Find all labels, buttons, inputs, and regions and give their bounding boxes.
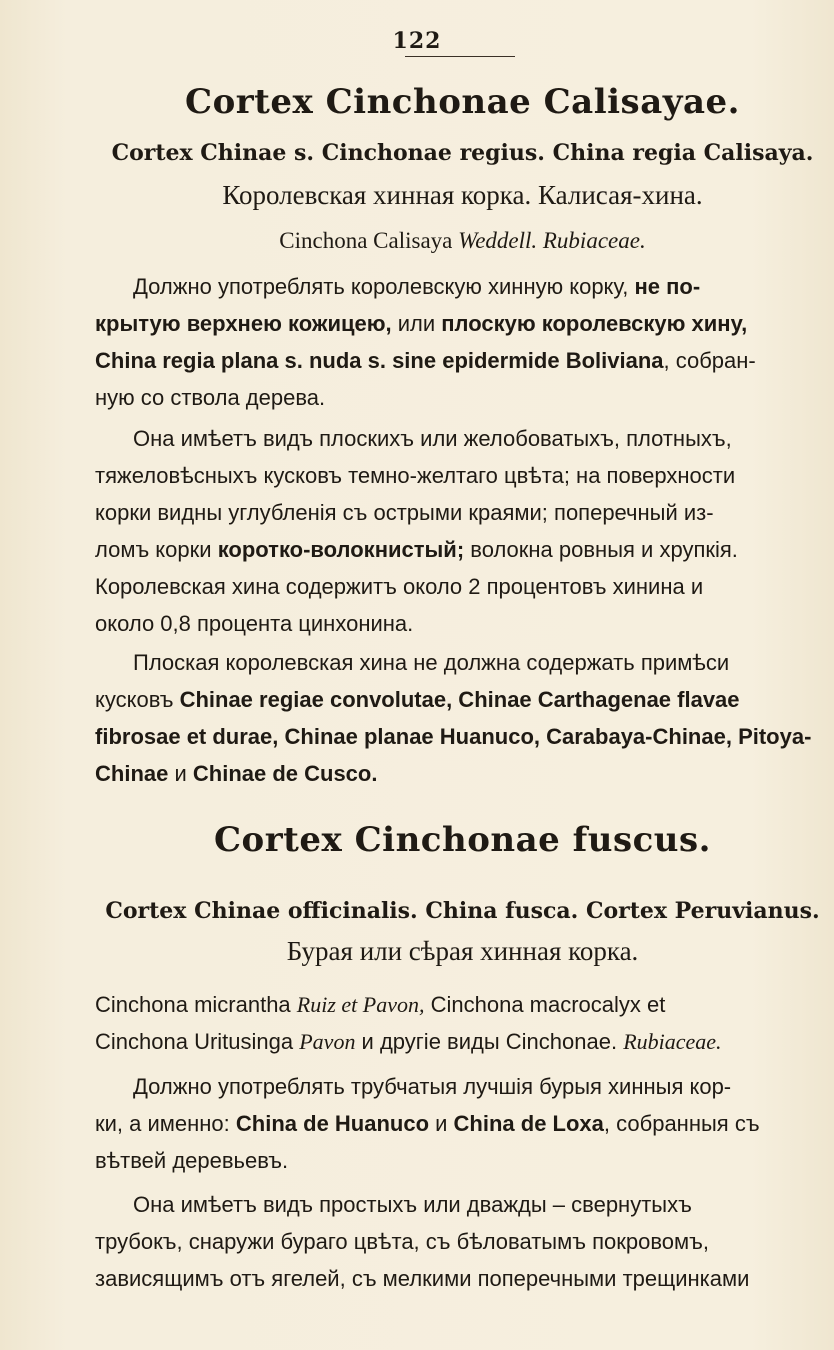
text-line: Плоская королевская хина не должна содержать примѣси: [133, 650, 730, 675]
text: и: [429, 1111, 454, 1136]
text-line: Она имѣетъ видъ плоскихъ или желобоватыхъ, плотныхъ,: [133, 426, 732, 451]
text: ную со ствола дерева.: [95, 385, 326, 410]
section1-source-plant: Cinchona Calisaya: [279, 228, 453, 253]
text-line-bold: fibrosae et durae, Chinae planae Huanuco, Carabaya-Chinae, Pitoya-: [95, 724, 812, 749]
text-line: Королевская хина содержитъ около 2 процентовъ хинина и: [95, 574, 704, 599]
text-line: Она имѣетъ видъ простыхъ или дважды – свернутыхъ: [133, 1192, 692, 1217]
text: Должно употреблять королевскую хинную корку,: [133, 274, 635, 299]
section2-synonyms: Cortex Chinae officinalis. China fusca. Cortex Peruvianus.: [105, 898, 820, 924]
section1-source-author: Weddell. Rubiaceae.: [458, 228, 646, 253]
text: ломъ корки: [95, 537, 218, 562]
text-bold: крытую верхнею кожицею,: [95, 311, 392, 336]
section2-title: Cortex Cinchonae fuscus.: [214, 820, 711, 860]
section1-paragraph-3: [95, 644, 825, 792]
section2-russian-name: Бурая или сѣрая хинная корка.: [286, 936, 639, 966]
text-italic: Rubiaceae.: [623, 1029, 722, 1054]
text-bold: плоскую королевскую хину,: [441, 311, 748, 336]
text-line: зависящимъ отъ ягелей, съ мелкими поперечными трещинками: [95, 1266, 750, 1291]
text: , собранныя съ: [603, 1111, 760, 1136]
section2-paragraph-1: [95, 1068, 825, 1179]
text: волокна ровныя и хрупкія.: [464, 537, 738, 562]
text-bold: Chinae: [95, 761, 169, 786]
text: Cinchona micrantha: [95, 992, 297, 1017]
text-line: около 0,8 процента цинхонина.: [95, 611, 414, 636]
section1-title: Cortex Cinchonae Calisayae.: [185, 82, 740, 122]
text: Cinchona Uritusinga: [95, 1029, 300, 1054]
text-bold: China de Loxa: [453, 1111, 604, 1136]
text: или: [391, 311, 442, 336]
section2-paragraph-2: [95, 1186, 825, 1297]
text: Cinchona macrocalyx et: [424, 992, 666, 1017]
section1-synonyms: Cortex Chinae s. Cinchonae regius. China regia Calisaya.: [111, 140, 814, 166]
text: и: [168, 761, 193, 786]
text: ки, а именно:: [95, 1111, 236, 1136]
page-number-rule: [405, 56, 515, 57]
text-bold: Chinae regiae convolutae, Chinae Carthagenae flavae: [179, 687, 740, 712]
text-bold: China de Huanuco: [235, 1111, 430, 1136]
text: кусковъ: [95, 687, 180, 712]
section1-source: [95, 228, 830, 254]
text-line: трубокъ, снаружи бураго цвѣта, съ бѣловатымъ покровомъ,: [95, 1229, 710, 1254]
section1-paragraph-1: [95, 268, 825, 416]
text: , собран-: [663, 348, 756, 373]
text-italic: Pavon: [299, 1029, 356, 1054]
section1-russian-name: Королевская хинная корка. Калисая-хина.: [222, 180, 703, 210]
text-line: вѣтвей деревьевъ.: [95, 1148, 289, 1173]
section2-source: [95, 986, 830, 1060]
page-number: 122: [392, 28, 442, 54]
text-italic: Ruiz et Pavon,: [296, 992, 425, 1017]
section1-paragraph-2: [95, 420, 825, 642]
text: и другіе виды Cinchonae.: [355, 1029, 624, 1054]
text-bold: China regia plana s. nuda s. sine epidermide Boliviana: [95, 348, 664, 373]
text-bold: не по-: [634, 274, 701, 299]
text-line: тяжеловѣсныхъ кусковъ темно-желтаго цвѣта; на поверхности: [95, 463, 736, 488]
text-bold: коротко-волокнистый;: [217, 537, 465, 562]
text-line: Должно употреблять трубчатыя лучшія бурыя хинныя кор-: [133, 1074, 732, 1099]
text-line: корки видны углубленія съ острыми краями; поперечный из-: [95, 500, 714, 525]
text-bold: Chinae de Cusco.: [192, 761, 378, 786]
